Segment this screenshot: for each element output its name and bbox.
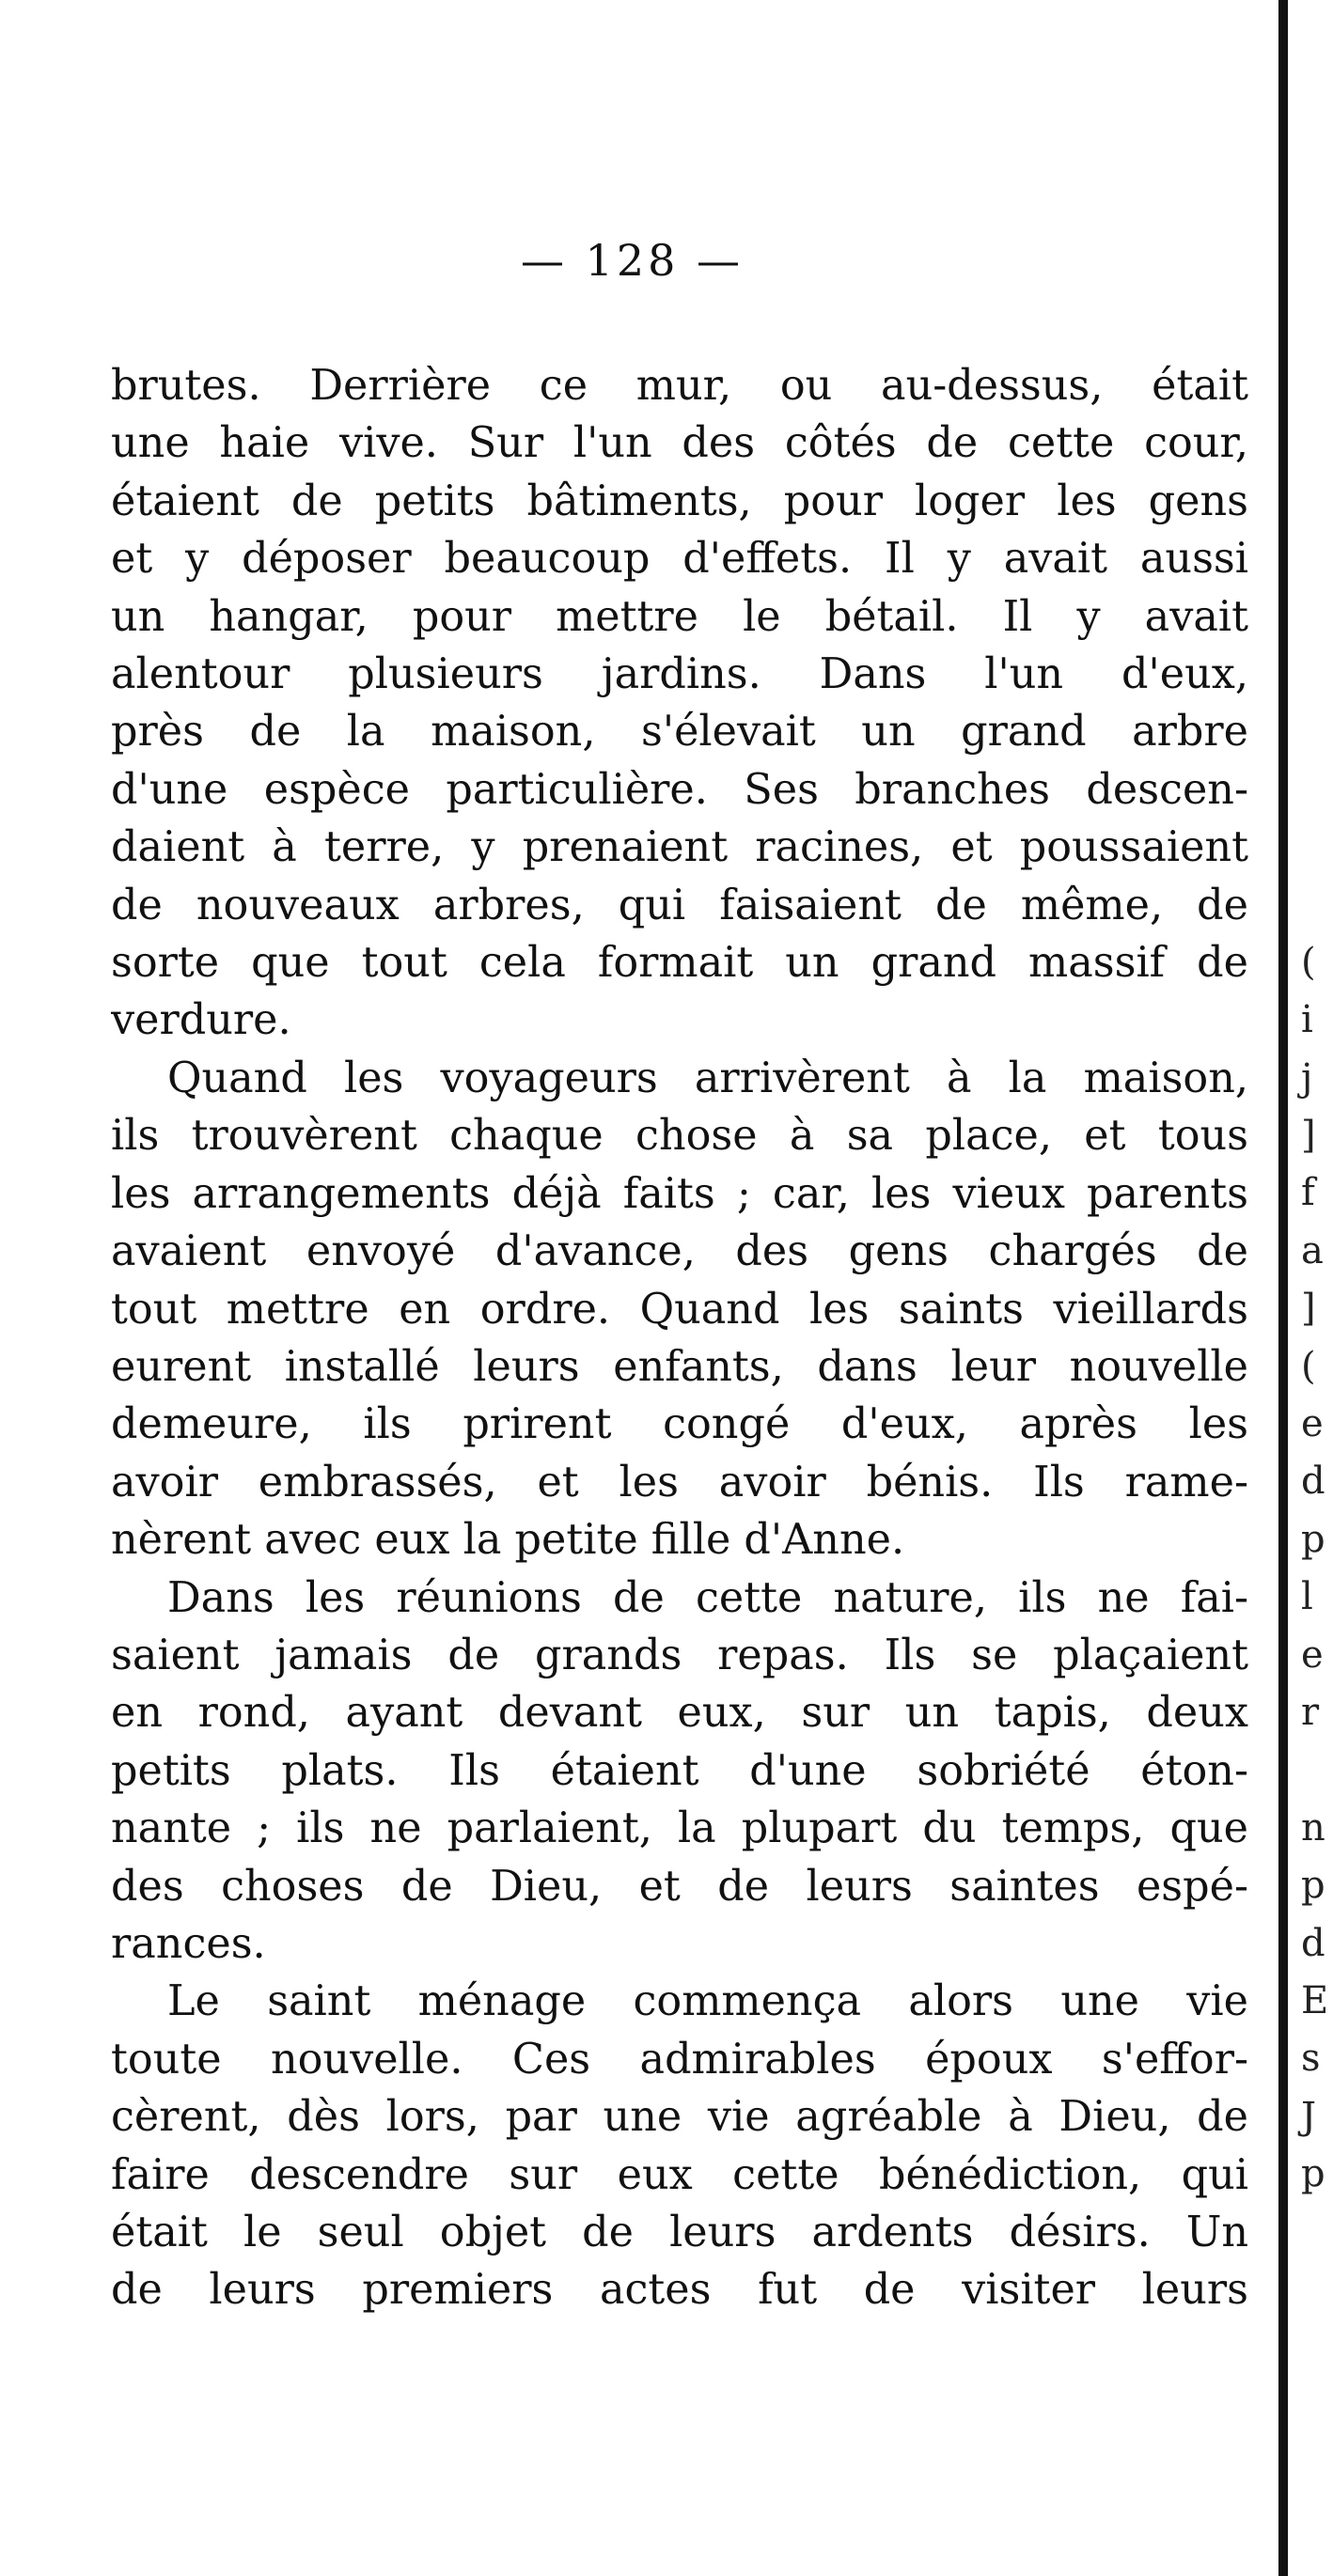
margin-letter: a: [1301, 1228, 1324, 1272]
adjacent-page-edge-text: [1301, 357, 1333, 2204]
page-gutter-line: [1278, 0, 1288, 2576]
text-line: d'une espèce particulière. Ses branches descen-: [111, 765, 1248, 814]
margin-letter: e: [1301, 1632, 1324, 1677]
text-line: Le saint ménage commença alors une vie: [167, 1977, 1248, 2026]
margin-letter: s: [1301, 2037, 1321, 2081]
text-line: nèrent avec eux la petite fille d'Anne.: [111, 1516, 905, 1565]
margin-letter: p: [1301, 1864, 1325, 1908]
text-line: Quand les voyageurs arrivèrent à la maison,: [167, 1054, 1248, 1102]
text-line: demeure, ils prirent congé d'eux, après les: [111, 1400, 1248, 1449]
text-line: avaient envoyé d'avance, des gens chargés de: [111, 1227, 1248, 1276]
paragraph-3: [111, 1569, 1248, 1974]
text-line: ils trouvèrent chaque chose à sa place, et tous: [111, 1112, 1248, 1161]
margin-letter: [1301, 703, 1333, 760]
text-line: saient jamais de grands repas. Ils se plaçaient: [111, 1631, 1248, 1679]
text-line: une haie vive. Sur l'un des côtés de cette cour,: [111, 419, 1248, 468]
text-line: nante ; ils ne parlaient, la plupart du temps, que: [111, 1804, 1248, 1853]
margin-letter: (: [1301, 940, 1316, 984]
margin-letter: f: [1301, 1171, 1315, 1215]
text-line: sorte que tout cela formait un grand massif de: [111, 939, 1248, 988]
margin-letter: [1301, 414, 1333, 472]
text-line: petits plats. Ils étaient d'une sobriété éton-: [111, 1746, 1248, 1795]
text-line: de leurs premiers actes fut de visiter leurs: [111, 2266, 1248, 2315]
text-line: brutes. Derrière ce mur, ou au-dessus, était: [111, 362, 1248, 410]
margin-letter: [1301, 646, 1333, 703]
text-line: de nouveaux arbres, qui faisaient de même, de: [111, 881, 1248, 929]
margin-letter: [1301, 588, 1333, 646]
margin-letter: [1301, 473, 1333, 530]
text-line: et y déposer beaucoup d'effets. Il y avait aussi: [111, 535, 1248, 584]
text-line: verdure.: [111, 996, 291, 1045]
text-line: toute nouvelle. Ces admirables époux s'effor-: [111, 2035, 1248, 2084]
text-line: cèrent, dès lors, par une vie agréable à Dieu, de: [111, 2093, 1248, 2142]
text-line: Dans les réunions de cette nature, ils ne fai-: [167, 1573, 1248, 1622]
text-line: étaient de petits bâtiments, pour loger les gens: [111, 476, 1248, 525]
margin-letter: l: [1301, 1575, 1313, 1619]
margin-letter: [1301, 530, 1333, 587]
text-line: tout mettre en ordre. Quand les saints vieillards: [111, 1285, 1248, 1334]
text-line: en rond, ayant devant eux, sur un tapis, deux: [111, 1689, 1248, 1738]
body-text: [111, 357, 1248, 2319]
page-number: — 128 —: [520, 235, 745, 286]
paragraph-2: [111, 1050, 1248, 1569]
margin-letter: j: [1301, 1055, 1313, 1100]
margin-letter: [1301, 819, 1333, 876]
margin-letter: [1301, 877, 1333, 934]
margin-letter: d: [1301, 1921, 1325, 1965]
margin-letter: p: [1301, 1517, 1325, 1561]
text-line: rances.: [111, 1919, 266, 1968]
paragraph-4: [111, 1973, 1248, 2318]
text-line: un hangar, pour mettre le bétail. Il y avait: [111, 592, 1248, 641]
text-line: faire descendre sur eux cette bénédiction, qui: [111, 2150, 1248, 2199]
text-line: les arrangements déjà faits ; car, les vieux parents: [111, 1169, 1248, 1218]
margin-letter: r: [1301, 1690, 1320, 1734]
margin-letter: J: [1301, 2094, 1317, 2138]
margin-letter: i: [1301, 998, 1313, 1042]
margin-letter: n: [1301, 1805, 1325, 1850]
text-line: daient à terre, y prenaient racines, et poussaient: [111, 823, 1248, 872]
margin-letter: [1301, 761, 1333, 819]
margin-letter: (: [1301, 1344, 1316, 1388]
text-line: alentour plusieurs jardins. Dans l'un d'eux,: [111, 650, 1248, 699]
text-line: avoir embrassés, et les avoir bénis. Ils rame-: [111, 1458, 1248, 1507]
margin-letter: ]: [1301, 1287, 1316, 1331]
margin-letter: e: [1301, 1402, 1324, 1446]
margin-letter: d: [1301, 1460, 1325, 1504]
margin-letter: p: [1301, 2152, 1325, 2196]
text-line: près de la maison, s'élevait un grand arbre: [111, 708, 1248, 757]
text-line: des choses de Dieu, et de leurs saintes espé-: [111, 1862, 1248, 1911]
margin-letter: ]: [1301, 1114, 1316, 1158]
paragraph-1: [111, 357, 1248, 1050]
margin-letter: [1301, 1741, 1333, 1799]
text-line: était le seul objet de leurs ardents désirs. Un: [111, 2209, 1248, 2256]
margin-letter: E: [1301, 1978, 1329, 2022]
margin-letter: [1301, 357, 1333, 414]
text-line: eurent installé leurs enfants, dans leur nouvelle: [111, 1342, 1248, 1391]
